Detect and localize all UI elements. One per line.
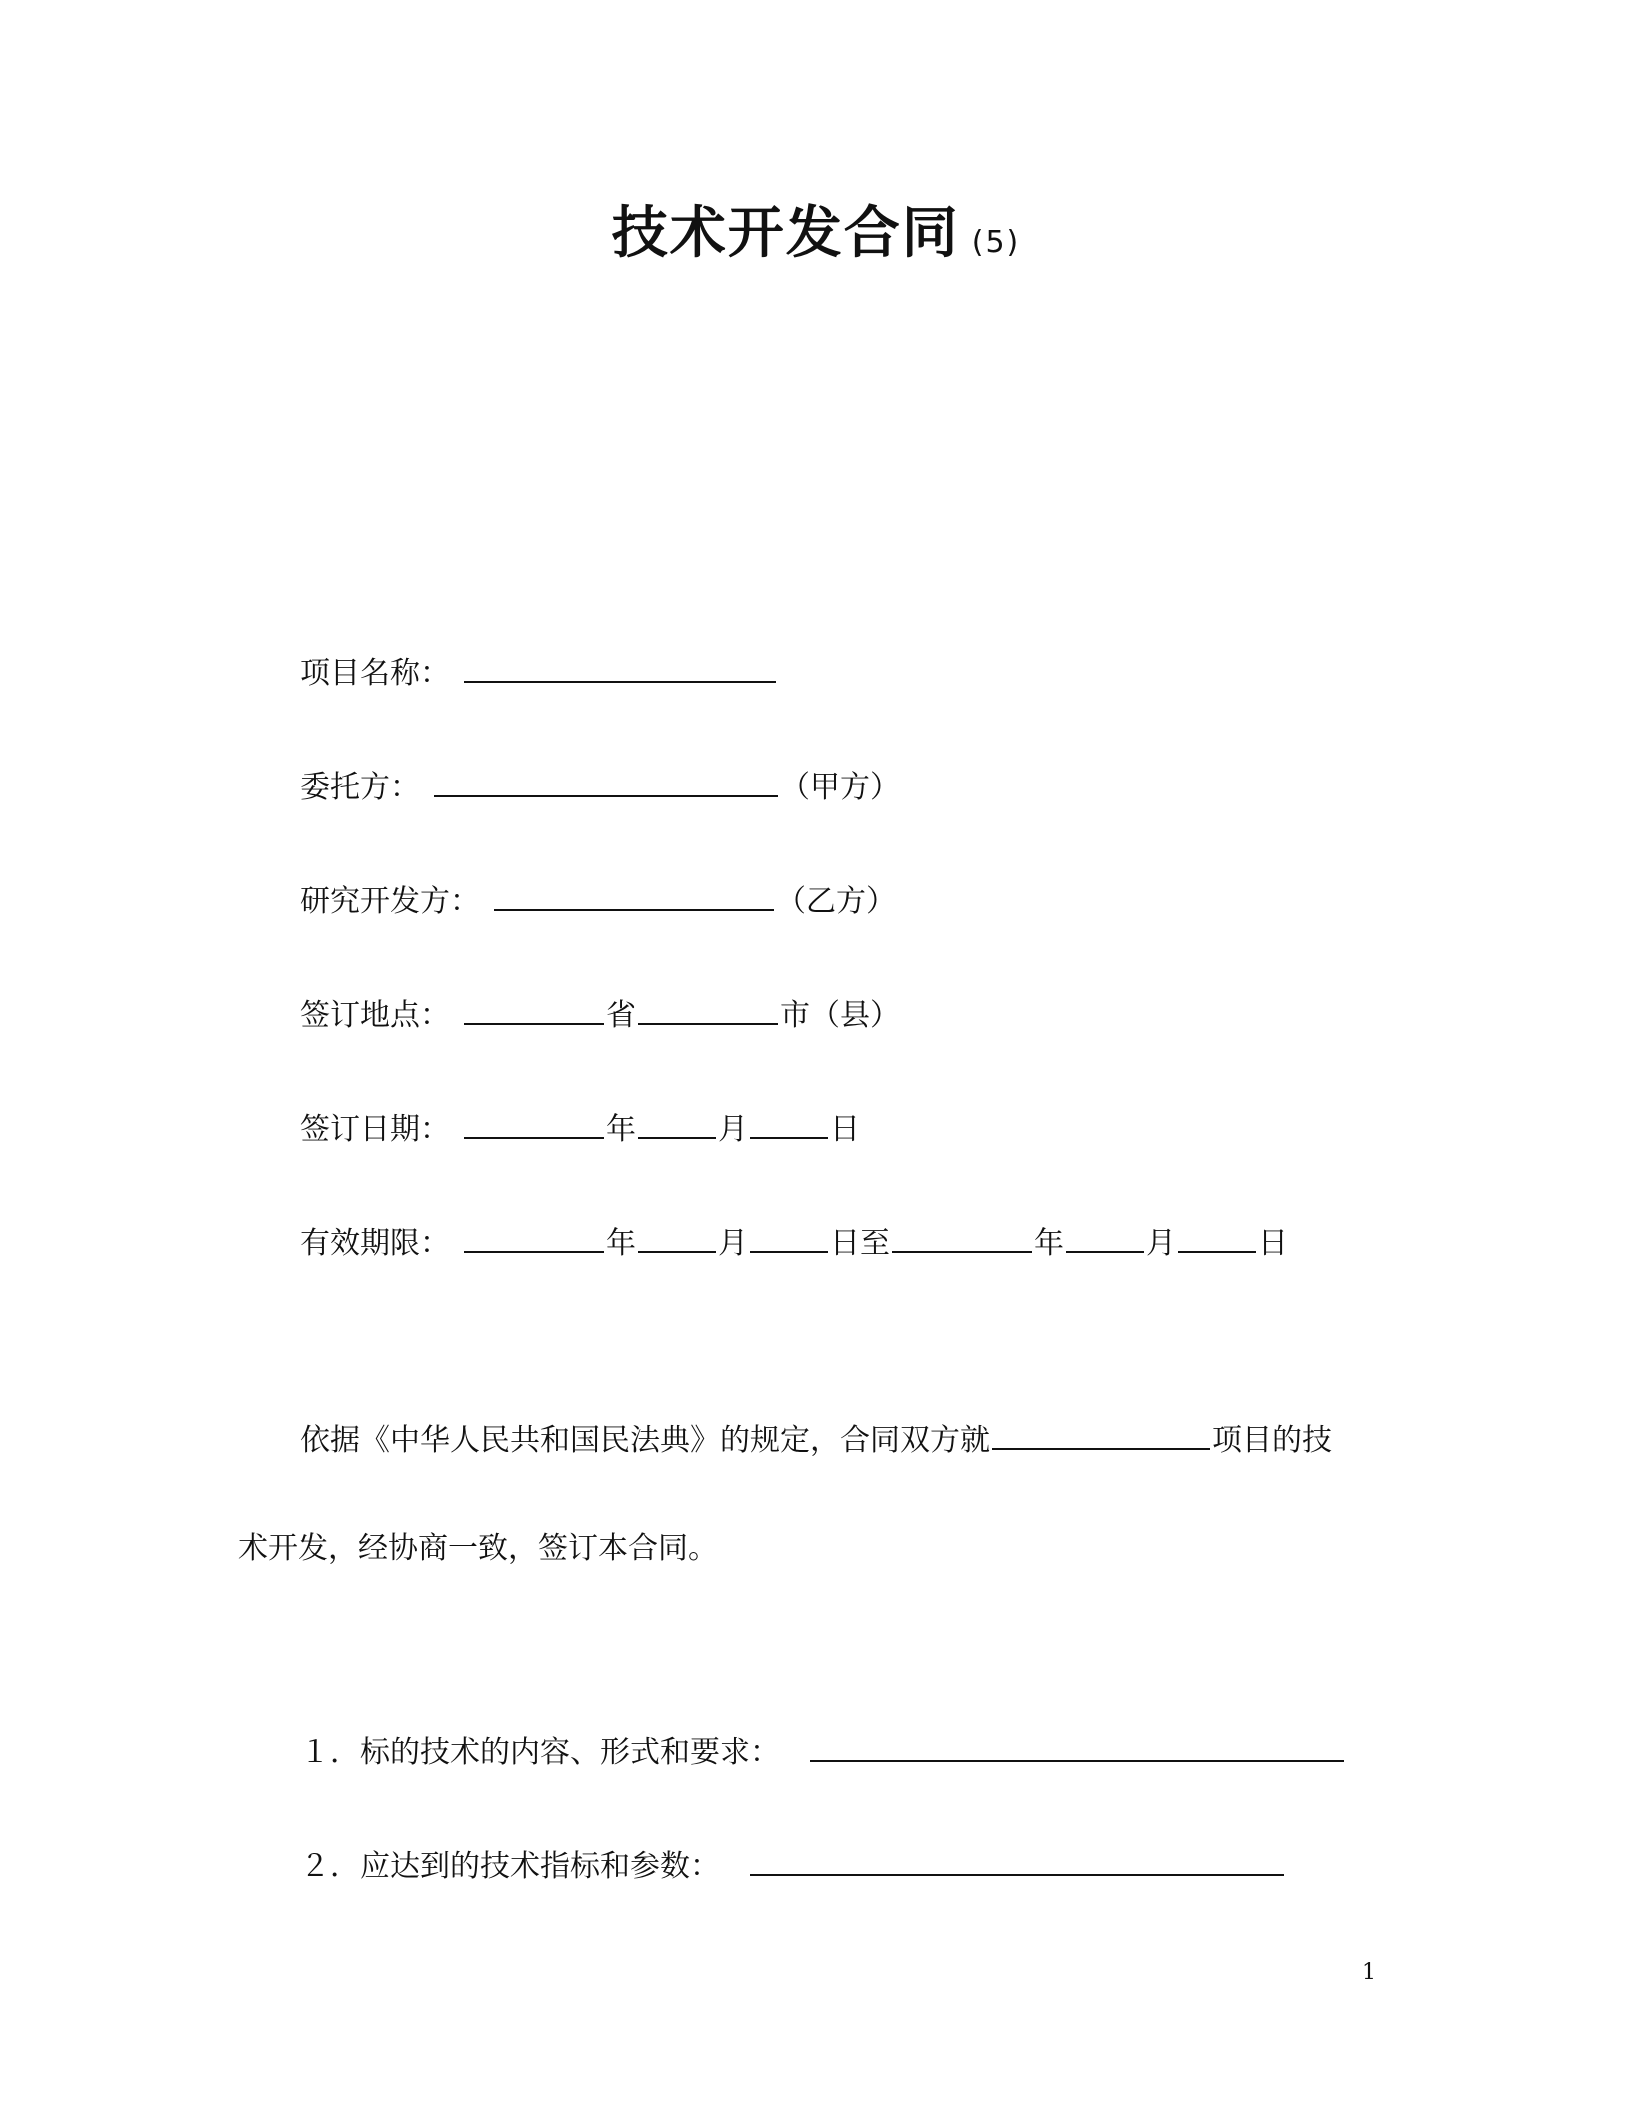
validity-label: 有效期限： — [300, 1226, 450, 1261]
developer-blank[interactable] — [494, 871, 774, 911]
client-blank[interactable] — [434, 757, 778, 797]
intro-project-blank[interactable] — [992, 1410, 1210, 1450]
clause-1 — [300, 1722, 1346, 1778]
sign-day-blank[interactable] — [750, 1099, 828, 1139]
validity-row — [300, 1213, 1288, 1263]
sign-date-row — [300, 1099, 860, 1149]
start-year-blank[interactable] — [464, 1213, 604, 1253]
intro-text-part2: 项目的技 — [1212, 1423, 1332, 1458]
start-day-blank[interactable] — [750, 1213, 828, 1253]
sign-date-label: 签订日期： — [300, 1112, 450, 1147]
title-text: 技术开发合同 — [611, 201, 960, 266]
project-name-row — [300, 643, 778, 693]
sign-day-label: 日 — [830, 1112, 860, 1147]
province-label: 省 — [606, 998, 636, 1033]
sign-month-label: 月 — [718, 1112, 748, 1147]
developer-suffix: （乙方） — [776, 884, 896, 919]
document-title — [0, 198, 1632, 279]
clause-1-text: １．标的技术的内容、形式和要求： — [300, 1735, 780, 1770]
sign-place-row — [300, 985, 900, 1035]
sign-year-blank[interactable] — [464, 1099, 604, 1139]
page-number: 1 — [1362, 1960, 1376, 1985]
developer-row — [300, 871, 896, 921]
province-blank[interactable] — [464, 985, 604, 1025]
developer-label: 研究开发方： — [300, 884, 480, 919]
client-row — [300, 757, 900, 807]
city-label: 市（县） — [780, 998, 900, 1033]
end-year-blank[interactable] — [892, 1213, 1032, 1253]
city-blank[interactable] — [638, 985, 778, 1025]
project-name-blank[interactable] — [464, 643, 776, 683]
clause-2-blank[interactable] — [750, 1836, 1284, 1876]
intro-text-part1: 依据《中华人民共和国民法典》的规定，合同双方就 — [300, 1423, 990, 1458]
start-month-label: 月 — [718, 1226, 748, 1261]
sign-place-label: 签订地点： — [300, 998, 450, 1033]
start-year-label: 年 — [606, 1226, 636, 1261]
start-month-blank[interactable] — [638, 1213, 716, 1253]
end-day-label: 日 — [1258, 1226, 1288, 1261]
end-day-blank[interactable] — [1178, 1213, 1256, 1253]
sign-month-blank[interactable] — [638, 1099, 716, 1139]
title-suffix: (5) — [971, 225, 1021, 260]
intro-paragraph-line1 — [300, 1410, 1332, 1466]
clause-2-text: ２．应达到的技术指标和参数： — [300, 1849, 720, 1884]
project-name-label: 项目名称： — [300, 656, 450, 691]
end-month-blank[interactable] — [1066, 1213, 1144, 1253]
client-label: 委托方： — [300, 770, 420, 805]
clause-2 — [300, 1836, 1286, 1892]
client-suffix: （甲方） — [780, 770, 900, 805]
intro-paragraph-line2 — [238, 1524, 718, 1574]
intro-text-line2: 术开发，经协商一致，签订本合同。 — [238, 1531, 718, 1566]
sign-year-label: 年 — [606, 1112, 636, 1147]
start-day-label: 日至 — [830, 1226, 890, 1261]
end-year-label: 年 — [1034, 1226, 1064, 1261]
clause-1-blank[interactable] — [810, 1722, 1344, 1762]
end-month-label: 月 — [1146, 1226, 1176, 1261]
